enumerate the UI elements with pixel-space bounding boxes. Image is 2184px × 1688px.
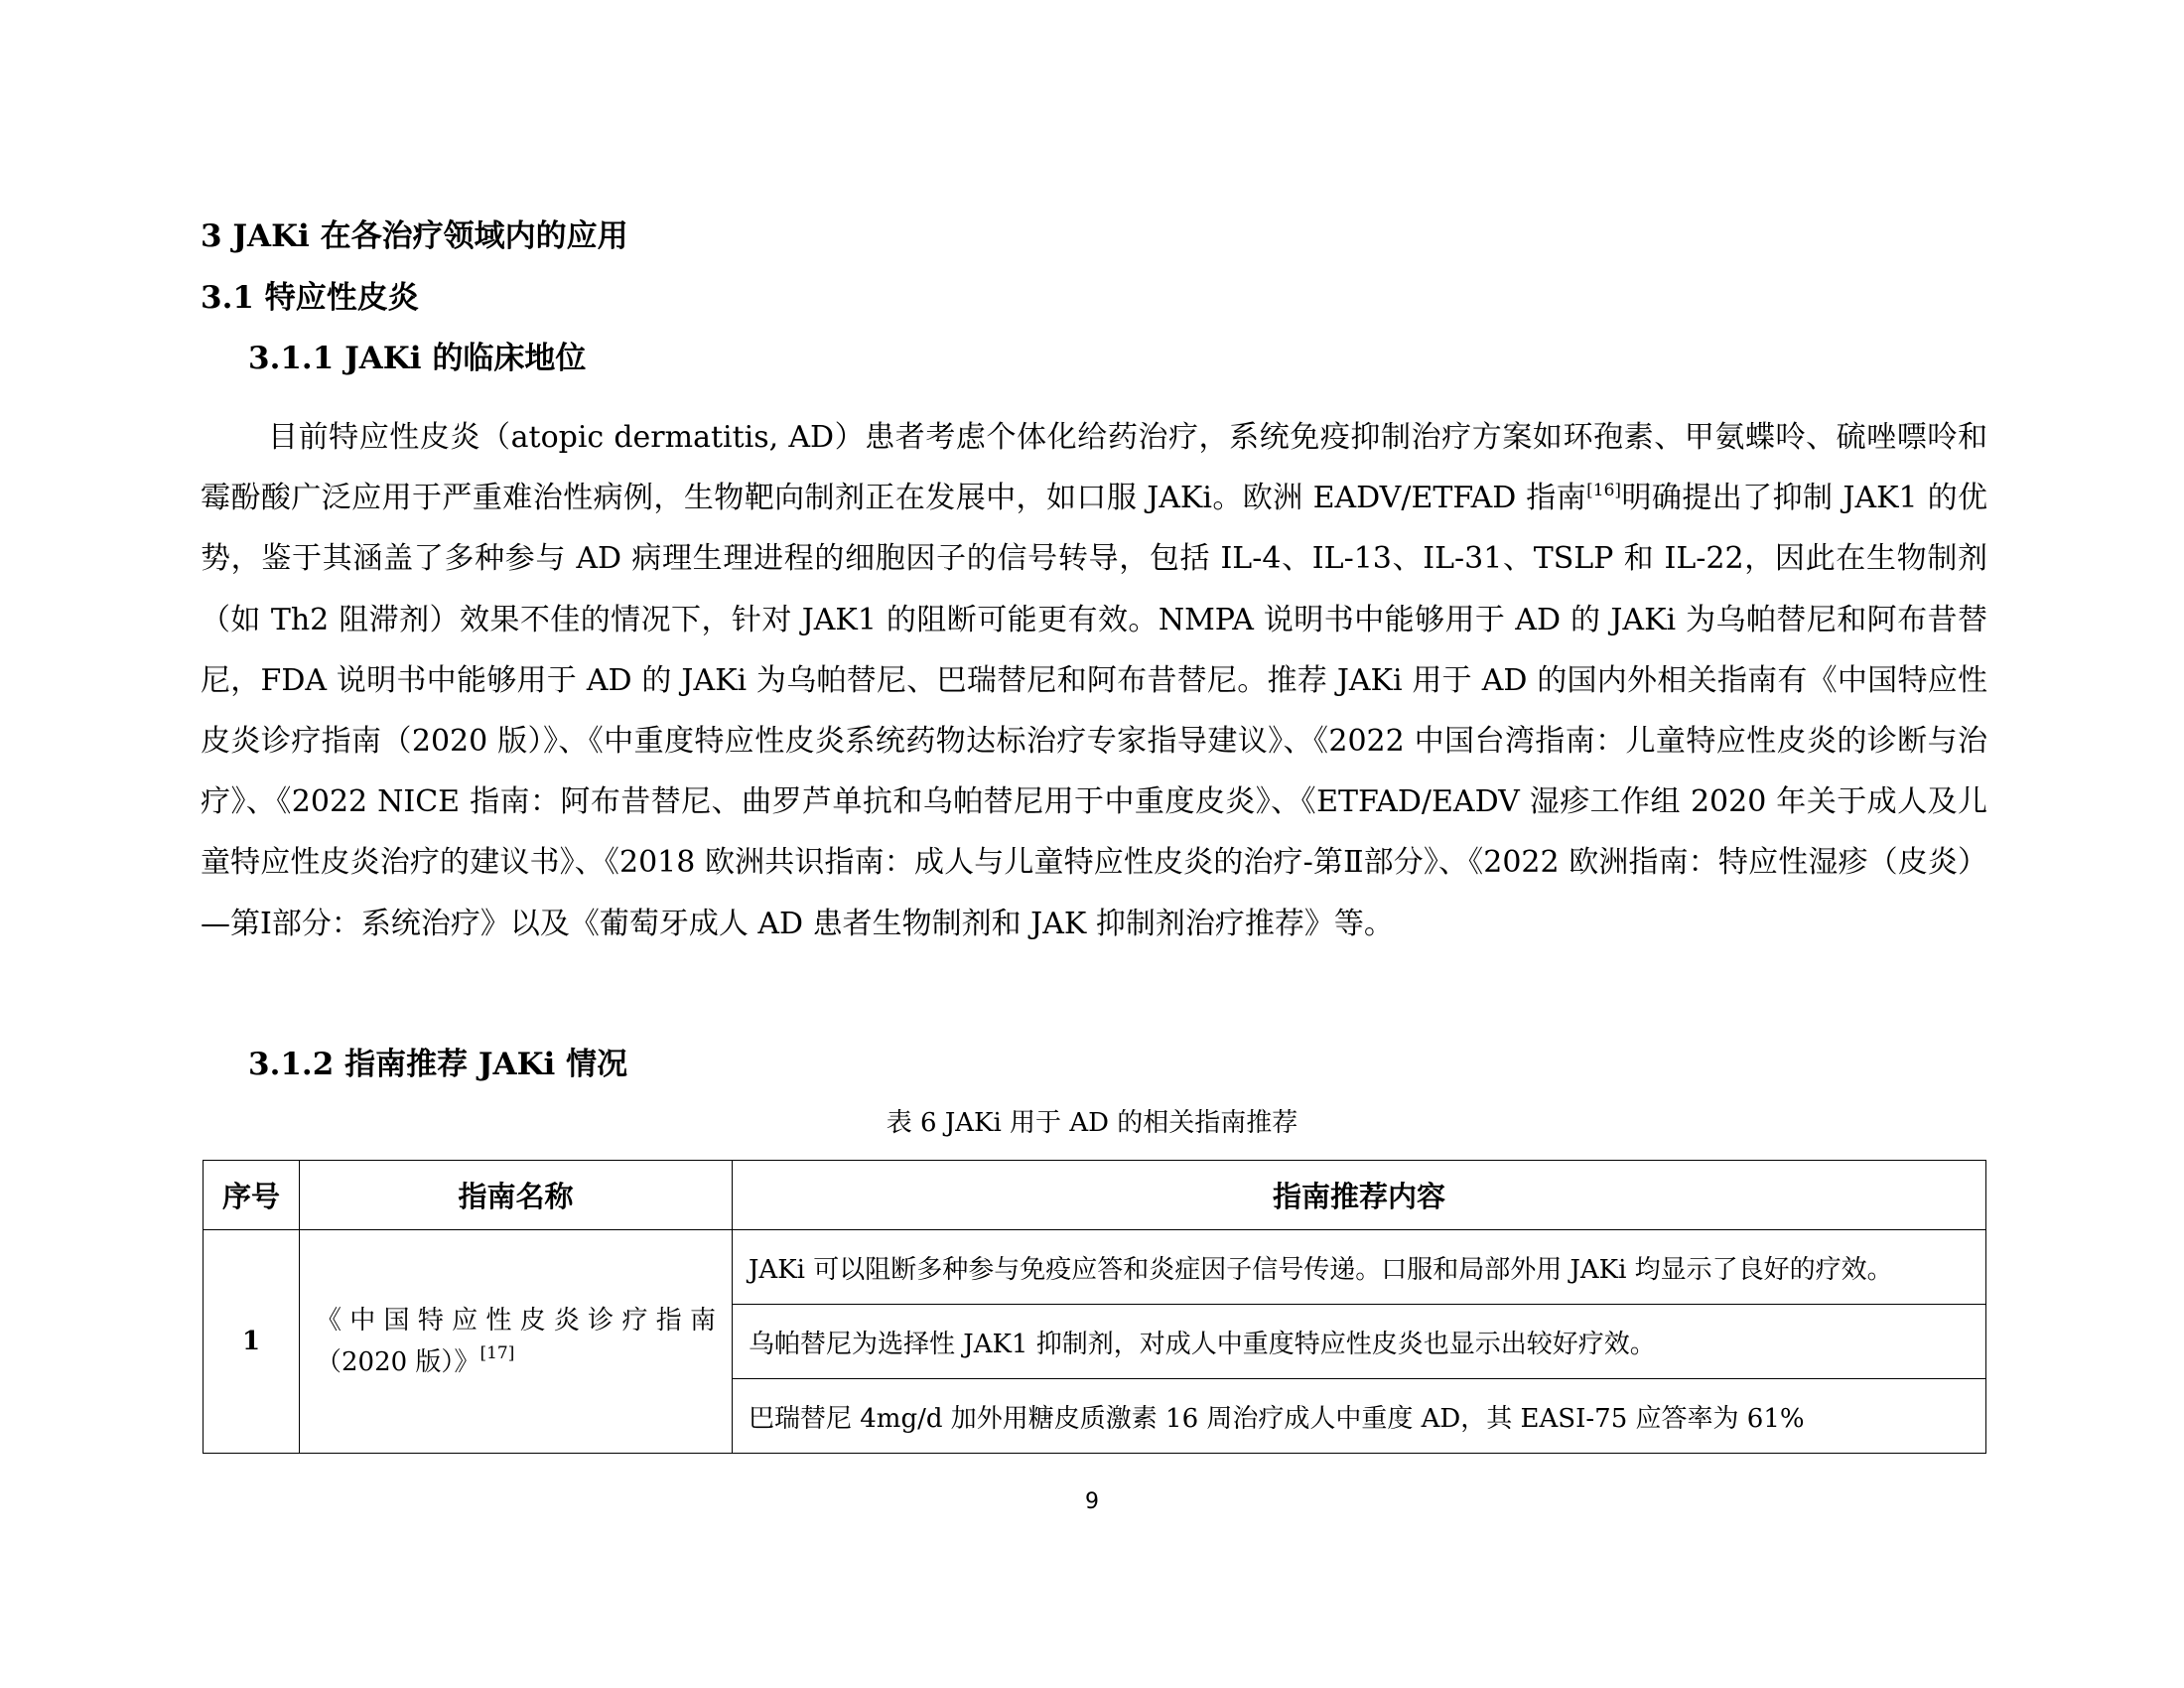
page-number: 9	[1085, 1489, 1099, 1514]
guideline-name: 《中国特应性皮炎诊疗指南（2020 版）》	[316, 1306, 716, 1377]
recommendation-cell: JAKi 可以阻断多种参与免疫应答和炎症因子信号传递。口服和局部外用 JAKi 均显示了良好的疗效。	[733, 1230, 1986, 1305]
subsubsection-heading-guideline: 3.1.2 指南推荐 JAKi 情况	[248, 1047, 628, 1082]
row-number: 1	[204, 1230, 300, 1454]
subsection-heading: 3.1 特应性皮炎	[201, 280, 419, 316]
body-paragraph	[201, 407, 1987, 954]
guideline-table	[203, 1160, 1986, 1454]
header-num: 序号	[204, 1161, 300, 1230]
citation-ref[interactable]: [16]	[1586, 481, 1622, 501]
paragraph-text-part2: 明确提出了抑制 JAK1 的优势，鉴于其涵盖了多种参与 AD 病理生理进程的细胞因子的信号转导，包括 IL-4、IL-13、IL-31、TSLP 和 IL-22，因此在生物制剂（如 Th2 阻滞剂）效果不佳的情况下，针对 JAK1 的阻断可能更有效。NMPA 说明书中能够用于 AD 的 JAKi 为乌帕替尼和阿布昔替尼，FDA 说明书中能够用于 AD 的 JAKi 为乌帕替尼、巴瑞替尼和阿布昔替尼。推荐 JAKi 用于 AD 的国内外相关指南有《中国特应性皮炎诊疗指南（2020 版）》、《中重度特应性皮炎系统药物达标治疗专家指导建议》、《2022 中国台湾指南：儿童特应性皮炎的诊断与治疗》、《2022 NICE 指南：阿布昔替尼、曲罗芦单抗和乌帕替尼用于中重度皮炎》、《ETFAD/EADV 湿疹工作组 2020 年关于成人及儿童特应性皮炎治疗的建议书》、《2018 欧洲共识指南：成人与儿童特应性皮炎的治疗-第Ⅱ部分》、《2022 欧洲指南：特应性湿疹（皮炎）—第Ⅰ部分：系统治疗》以及《葡萄牙成人 AD 患者生物制剂和 JAK 抑制剂治疗推荐》等。	[201, 481, 1987, 941]
citation-ref[interactable]: [17]	[479, 1343, 515, 1363]
subsubsection-heading-clinical-status: 3.1.1 JAKi 的临床地位	[248, 341, 587, 376]
table-caption: 表 6 JAKi 用于 AD 的相关指南推荐	[886, 1108, 1298, 1138]
recommendation-cell: 巴瑞替尼 4mg/d 加外用糖皮质激素 16 周治疗成人中重度 AD，其 EASI-75 应答率为 61%	[733, 1379, 1986, 1454]
recommendation-cell: 乌帕替尼为选择性 JAK1 抑制剂，对成人中重度特应性皮炎也显示出较好疗效。	[733, 1305, 1986, 1379]
section-heading: 3 JAKi 在各治疗领域内的应用	[201, 218, 628, 254]
table-row	[204, 1230, 1986, 1305]
header-recommendation: 指南推荐内容	[733, 1161, 1986, 1230]
guideline-name-cell	[300, 1230, 733, 1454]
header-guideline-name: 指南名称	[300, 1161, 733, 1230]
paragraph-text-part1: 目前特应性皮炎（atopic dermatitis, AD）患者考虑个体化给药治疗，系统免疫抑制治疗方案如环孢素、甲氨蝶呤、硫唑嘌呤和霉酚酸广泛应用于严重难治性病例，生物靶向制剂正在发展中，如口服 JAKi。欧洲 EADV/ETFAD 指南	[201, 420, 1987, 516]
table-header-row	[204, 1161, 1986, 1230]
